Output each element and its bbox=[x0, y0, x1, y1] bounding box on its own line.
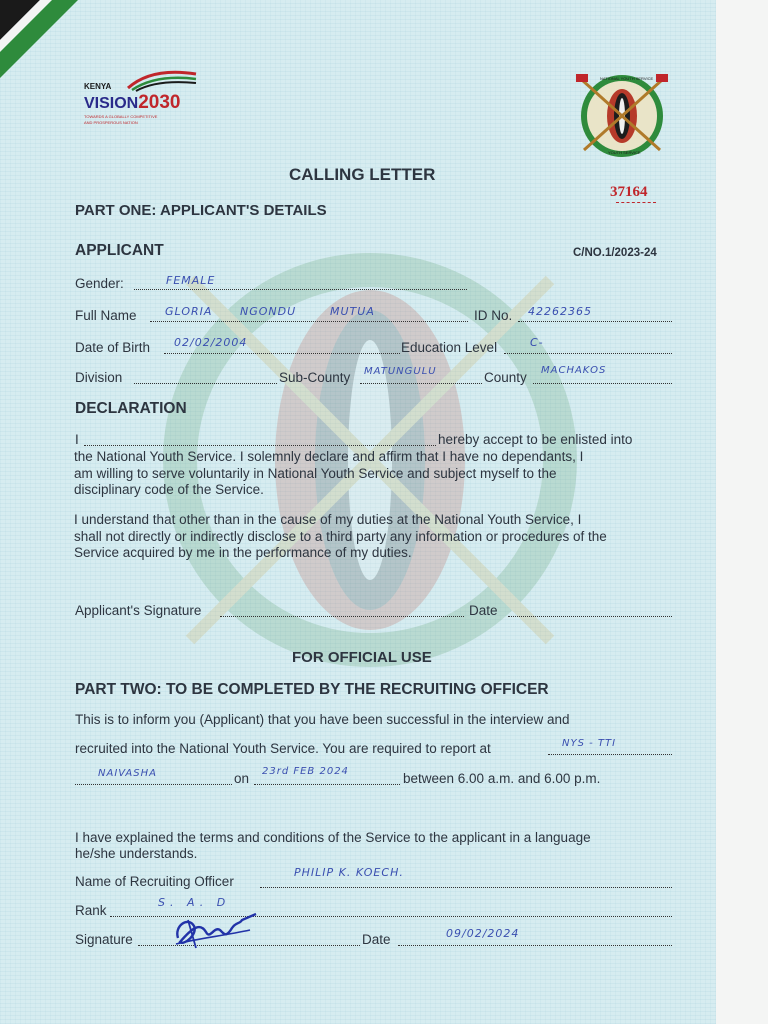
officer-name-line bbox=[260, 887, 672, 888]
declaration-heading: DECLARATION bbox=[75, 400, 187, 417]
declaration-p1-line4: disciplinary code of the Service. bbox=[74, 482, 264, 497]
explain-line2: he/she understands. bbox=[75, 846, 198, 861]
report-place2-line bbox=[75, 784, 232, 785]
declaration-name-line bbox=[84, 445, 436, 446]
explain-line1: I have explained the terms and conditions of the Service to the applicant in a language bbox=[75, 830, 591, 845]
declaration-p2-line3: Service acquired by me in the performance of my duties. bbox=[74, 545, 412, 560]
cno-reference: C/NO.1/2023-24 bbox=[573, 247, 657, 259]
applicant-date-line bbox=[508, 616, 672, 617]
vision-2030-logo bbox=[84, 70, 204, 132]
page-title: CALLING LETTER bbox=[289, 165, 436, 184]
county-value: MACHAKOS bbox=[541, 365, 607, 376]
official-line2: recruited into the National Youth Service. You are required to report at bbox=[75, 741, 491, 756]
education-label: Education Level bbox=[401, 340, 498, 355]
declaration-i: I bbox=[75, 432, 79, 447]
declaration-p2-line1: I understand that other than in the cause of my duties at the National Youth Service, I bbox=[74, 512, 582, 527]
declaration-line1-end: hereby accept to be enlisted into bbox=[438, 432, 633, 447]
report-place2-value: NAIVASHA bbox=[98, 768, 157, 779]
declaration-p1-line3: am willing to serve voluntarily in National Youth Service and subject myself to the bbox=[74, 465, 557, 481]
applicant-heading: APPLICANT bbox=[75, 242, 164, 259]
part-two-heading: PART TWO: TO BE COMPLETED BY THE RECRUITING OFFICER bbox=[75, 681, 549, 698]
serial-underline bbox=[616, 202, 656, 203]
subcounty-line bbox=[360, 383, 482, 384]
dob-line bbox=[164, 353, 400, 354]
division-line bbox=[134, 383, 277, 384]
officer-name-value: PHILIP K. KOECH. bbox=[294, 866, 404, 879]
rank-label: Rank bbox=[75, 903, 107, 918]
subcounty-label: Sub-County bbox=[279, 370, 351, 385]
applicant-date-label: Date bbox=[469, 603, 498, 618]
report-place-value: NYS - TTI bbox=[562, 738, 617, 749]
logo-tagline-2: AND PROSPEROUS NATION bbox=[84, 120, 138, 125]
report-on-label: on bbox=[234, 771, 250, 786]
dob-value: 02/02/2004 bbox=[174, 336, 248, 349]
education-line bbox=[504, 353, 672, 354]
part-one-heading: PART ONE: APPLICANT'S DETAILS bbox=[75, 202, 327, 219]
division-label: Division bbox=[75, 370, 123, 385]
nys-crest bbox=[570, 70, 674, 162]
county-line bbox=[533, 383, 672, 384]
report-place-line bbox=[548, 754, 672, 755]
logo-year: 2030 bbox=[138, 92, 181, 113]
officer-date-value: 09/02/2024 bbox=[446, 927, 520, 940]
official-use-heading: FOR OFFICIAL USE bbox=[292, 649, 432, 666]
rank-value: S. A. D bbox=[158, 896, 231, 909]
crest-shield-icon bbox=[570, 70, 674, 162]
fullname-last: MUTUA bbox=[330, 305, 375, 318]
crest-bottom-text: YOUTH SERVICE bbox=[608, 150, 641, 155]
logo-vision-word: VISION bbox=[84, 95, 139, 112]
applicant-signature-line bbox=[220, 616, 464, 617]
fullname-middle: NGONDU bbox=[240, 305, 297, 318]
applicant-signature-label: Applicant's Signature bbox=[75, 603, 202, 618]
report-time-text: between 6.00 a.m. and 6.00 p.m. bbox=[403, 771, 601, 786]
declaration-p2-line2: shall not directly or indirectly disclose to a third party any information or procedures of the bbox=[74, 528, 607, 544]
gender-label: Gender: bbox=[75, 276, 124, 291]
officer-signature-label: Signature bbox=[75, 932, 133, 947]
fullname-line bbox=[150, 321, 468, 322]
report-date-line bbox=[254, 784, 400, 785]
id-line bbox=[518, 321, 672, 322]
declaration-p1-line2: the National Youth Service. I solemnly declare and affirm that I have no dependants, I bbox=[74, 449, 584, 464]
id-label: ID No. bbox=[474, 308, 513, 323]
vision-swoosh-icon bbox=[126, 70, 198, 92]
logo-tagline-1: TOWARDS A GLOBALLY COMPETITIVE bbox=[84, 114, 158, 119]
scan-margin bbox=[716, 0, 768, 1024]
dob-label: Date of Birth bbox=[75, 340, 151, 355]
crest-top-text: NATIONAL YOUTH SERVICE bbox=[600, 76, 654, 81]
logo-kenya-text: KENYA bbox=[84, 82, 112, 91]
gender-line bbox=[134, 289, 467, 290]
officer-date-line bbox=[398, 945, 672, 946]
gender-value: FEMALE bbox=[166, 274, 216, 287]
id-value: 42262365 bbox=[528, 305, 592, 318]
education-value: C- bbox=[530, 336, 544, 349]
officer-signature bbox=[170, 908, 260, 954]
serial-number: 37164 bbox=[610, 184, 648, 200]
declaration-paragraph-2 bbox=[74, 512, 676, 562]
fullname-first: GLORIA bbox=[165, 305, 213, 318]
subcounty-value: MATUNGULU bbox=[364, 366, 437, 377]
official-line1: This is to inform you (Applicant) that you have been successful in the interview and bbox=[75, 712, 570, 727]
fullname-label: Full Name bbox=[75, 308, 137, 323]
officer-date-label: Date bbox=[362, 932, 391, 947]
officer-name-label: Name of Recruiting Officer bbox=[75, 874, 234, 889]
declaration-paragraph-1 bbox=[74, 449, 676, 499]
logo-vision-text bbox=[84, 92, 181, 114]
county-label: County bbox=[484, 370, 527, 385]
flag-corner-stripes bbox=[0, 0, 80, 80]
report-date-value: 23rd FEB 2024 bbox=[262, 766, 349, 777]
